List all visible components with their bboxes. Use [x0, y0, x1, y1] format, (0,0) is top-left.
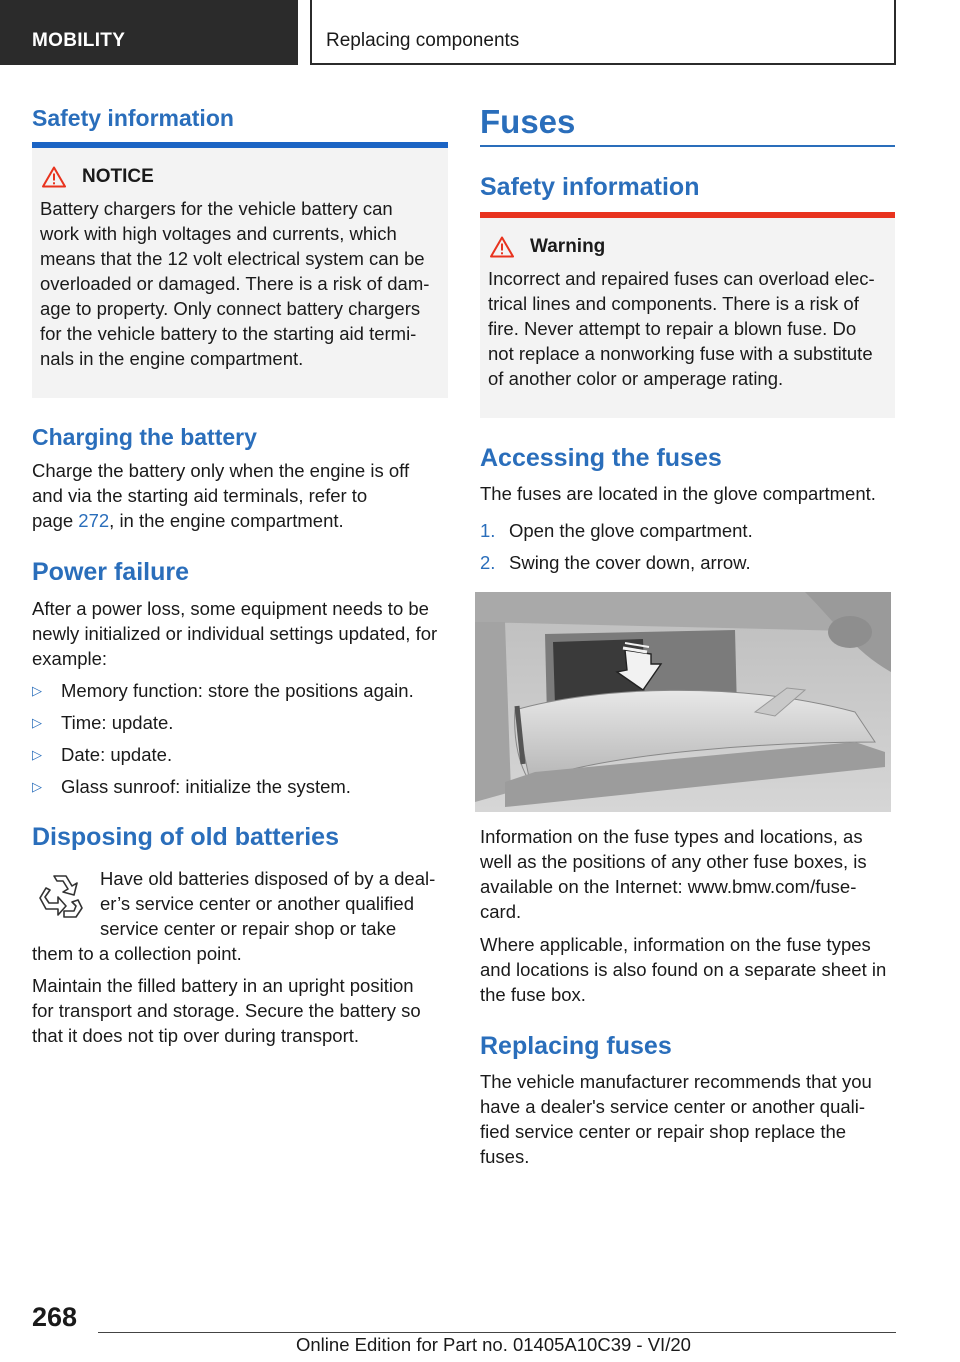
left-safety-heading: Safety information — [32, 105, 234, 131]
warning-title-row — [490, 236, 887, 258]
disposing-heading: Disposing of old batteries — [32, 823, 339, 851]
disposing-line: for transport and storage. Secure the battery so — [32, 1000, 421, 1021]
info-line: well as the positions of any other fuse boxes, is — [480, 851, 867, 872]
header-chapter-tab — [310, 0, 896, 65]
step-number: 1. — [480, 520, 496, 541]
disposing-line: that it does not tip over during transport. — [32, 1025, 360, 1046]
warning-title: Warning — [530, 236, 606, 257]
warning-line: trical lines and components. There is a risk of — [488, 293, 859, 314]
right-safety-heading: Safety information — [480, 173, 700, 201]
charging-line: and via the starting aid terminals, refer to — [32, 485, 368, 506]
replacing-fuses-heading: Replacing fuses — [480, 1032, 672, 1060]
list-item-text: Time: update. — [61, 712, 174, 733]
bullet-triangle-icon: ▷ — [32, 715, 42, 730]
accessing-heading: Accessing the fuses — [480, 444, 722, 472]
warning-line: fire. Never attempt to repair a blown fuse. Do — [488, 318, 857, 339]
bullet-triangle-icon: ▷ — [32, 779, 42, 794]
disposing-line: Have old batteries disposed of by a deal- — [100, 868, 436, 889]
power-failure-line: newly initialized or individual settings updated, for — [32, 623, 438, 644]
step-number: 2. — [480, 552, 496, 573]
replacing-line: The vehicle manufacturer recommends that you — [480, 1071, 872, 1092]
power-failure-heading: Power failure — [32, 558, 189, 586]
fuse-info-para2 — [480, 932, 900, 1007]
warning-triangle-icon — [42, 166, 66, 188]
recycle-icon — [34, 870, 86, 922]
fuses-heading: Fuses — [480, 103, 576, 140]
info-line: card. — [480, 901, 522, 922]
notice-line: age to property. Only connect battery chargers — [40, 298, 421, 319]
replacing-line: have a dealer's service center or another quali- — [480, 1096, 866, 1117]
charging-line: Charge the battery only when the engine is off — [32, 460, 410, 481]
notice-line: means that the 12 volt electrical system can be — [40, 248, 425, 269]
disposing-para2 — [32, 973, 452, 1048]
info-line: and locations is also found on a separate sheet in — [480, 959, 887, 980]
replacing-fuses-text — [480, 1069, 900, 1169]
charging-line — [32, 508, 448, 533]
info-line: available on the Internet: www.bmw.com/fuse- — [480, 876, 857, 897]
replacing-line: fied service center or repair shop replace the — [480, 1121, 847, 1142]
info-line: Information on the fuse types and locations, as — [480, 826, 863, 847]
replacing-line: fuses. — [480, 1146, 530, 1167]
power-failure-text — [32, 596, 452, 671]
accessing-intro: The fuses are located in the glove compartment. — [480, 483, 876, 504]
bullet-triangle-icon: ▷ — [32, 747, 42, 762]
info-line: the fuse box. — [480, 984, 586, 1005]
notice-line: work with high voltages and currents, which — [40, 223, 397, 244]
glove-compartment-photo — [475, 592, 891, 812]
list-item-text: Glass sunroof: initialize the system. — [61, 776, 351, 797]
charging-heading: Charging the battery — [32, 424, 257, 450]
charging-line-suffix: , in the engine compartment. — [109, 510, 344, 531]
charging-text — [32, 458, 448, 533]
footer-edition: Online Edition for Part no. 01405A10C39 - VI/20 — [296, 1334, 691, 1355]
bullet-triangle-icon: ▷ — [32, 683, 42, 698]
info-line: Where applicable, information on the fuse types — [480, 934, 871, 955]
notice-line: Battery chargers for the vehicle battery can — [40, 198, 393, 219]
disposing-intro — [100, 866, 450, 941]
charging-line-prefix: page — [32, 510, 79, 531]
list-item-text: Date: update. — [61, 744, 173, 765]
notice-line: nals in the engine compartment. — [40, 348, 304, 369]
notice-text — [40, 196, 440, 371]
warning-text — [488, 266, 887, 391]
list-item-text: Memory function: store the positions again. — [61, 680, 414, 701]
disposing-line: Maintain the filled battery in an upright position — [32, 975, 414, 996]
page-reference-link[interactable]: 272 — [78, 510, 110, 531]
step-text: Swing the cover down, arrow. — [509, 552, 751, 573]
warning-line: not replace a nonworking fuse with a substitute — [488, 343, 873, 364]
notice-line: overloaded or damaged. There is a risk of dam- — [40, 273, 430, 294]
power-failure-line: After a power loss, some equipment needs to be — [32, 598, 429, 619]
header-chapter-title: Replacing components — [326, 30, 520, 51]
page-number: 268 — [32, 1302, 78, 1332]
disposing-line: er’s service center or another qualified — [100, 893, 414, 914]
header-section-title: MOBILITY — [32, 30, 126, 51]
glove-compartment-illustration — [475, 592, 891, 812]
notice-box — [32, 142, 448, 398]
warning-line: Incorrect and repaired fuses can overload elec- — [488, 268, 875, 289]
warning-line: of another color or amperage rating. — [488, 368, 784, 389]
step-text: Open the glove compartment. — [509, 520, 753, 541]
heading-rule — [480, 145, 895, 147]
warning-triangle-icon — [490, 236, 514, 258]
power-failure-line: example: — [32, 648, 108, 669]
header-section-tab — [0, 0, 298, 65]
footer-rule — [98, 1332, 896, 1333]
warning-box — [480, 212, 895, 418]
notice-title-row — [42, 166, 440, 188]
notice-line: for the vehicle battery to the starting aid termi- — [40, 323, 417, 344]
disposing-line: service center or repair shop or take — [100, 918, 397, 939]
notice-title: NOTICE — [82, 166, 154, 187]
disposing-line4: them to a collection point. — [32, 943, 242, 964]
fuse-info-para1 — [480, 824, 900, 924]
